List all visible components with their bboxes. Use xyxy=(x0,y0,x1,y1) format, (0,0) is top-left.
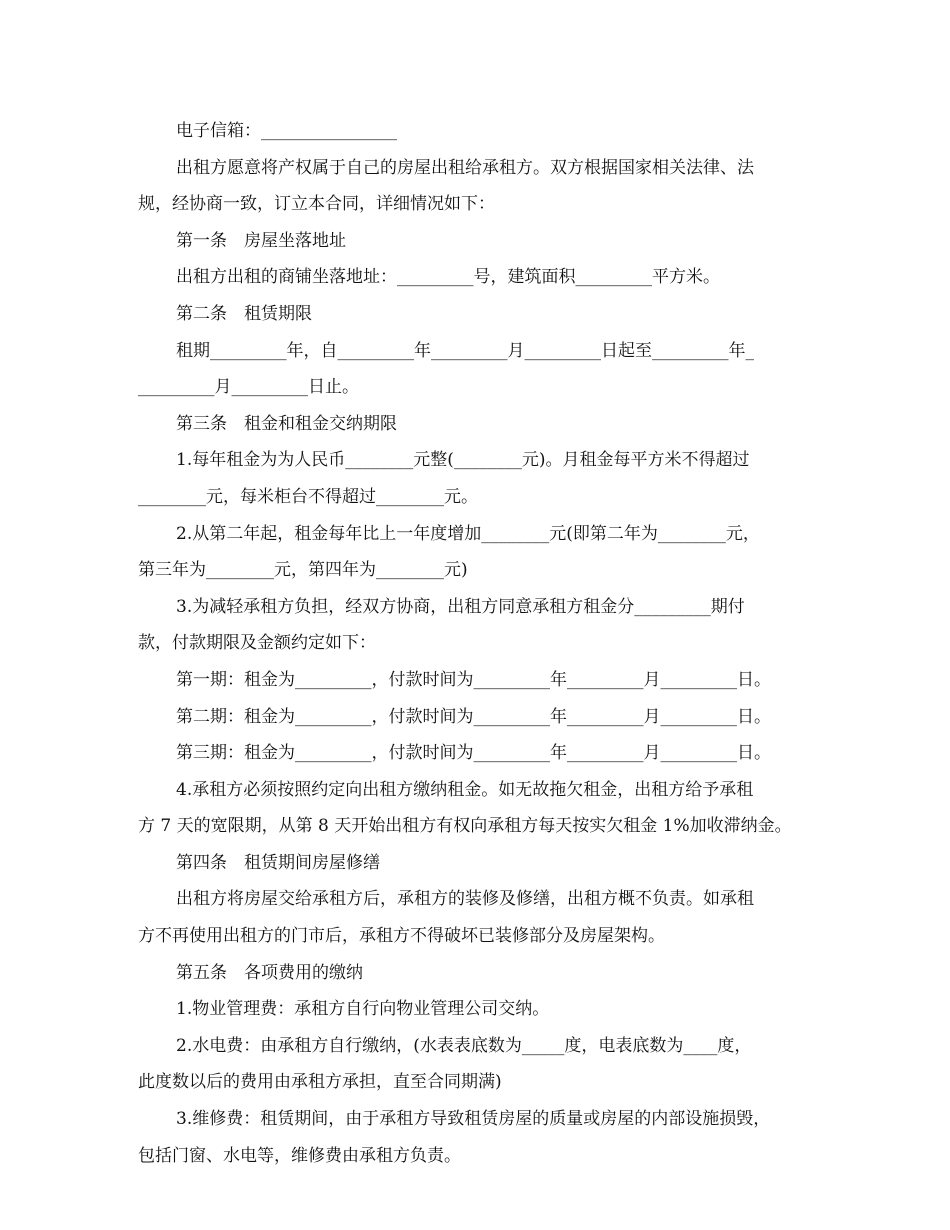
email-line: 电子信箱：________________ xyxy=(176,121,397,141)
payment-period-2: 第二期：租金为_________，付款时间为_________年_________月_________日。 xyxy=(176,706,771,727)
repair-clause-line: 出租方将房屋交给承租方后，承租方的装修及修缮，出租方概不负责。如承租 xyxy=(176,889,754,910)
intro-paragraph-line: 规，经协商一致，订立本合同，详细情况如下： xyxy=(138,194,495,215)
property-fee-line: 1.物业管理费：承租方自行向物业管理公司交纳。 xyxy=(176,999,550,1020)
payment-period-1: 第一期：租金为_________，付款时间为_________年_________月_________日。 xyxy=(176,669,771,690)
lease-term-line: 租期_________年，自_________年_________月_________日起至_________年_ xyxy=(176,340,754,361)
article-5-heading: 第五条 各项费用的缴纳 xyxy=(176,962,363,983)
installment-line: 款，付款期限及金额约定如下： xyxy=(138,633,376,654)
rent-increase-line: 第三年为________元，第四年为________元) xyxy=(138,560,468,581)
article-3-heading: 第三条 租金和租金交纳期限 xyxy=(176,413,397,434)
late-fee-line: 方 7 天的宽限期，从第 8 天开始出租方有权向承租方每天按实欠租金 1%加收滞纳金。 xyxy=(138,816,792,837)
maintenance-fee-line: 包括门窗、水电等，维修费由承租方负责。 xyxy=(138,1145,461,1166)
article-1-heading: 第一条 房屋坐落地址 xyxy=(176,230,346,251)
payment-period-3: 第三期：租金为_________，付款时间为_________年_________月_________日。 xyxy=(176,743,771,764)
intro-paragraph-line: 出租方愿意将产权属于自己的房屋出租给承租方。双方根据国家相关法律、法 xyxy=(176,157,754,178)
rent-increase-line: 2.从第二年起，租金每年比上一年度增加________元(即第二年为________元， xyxy=(176,523,760,544)
article-2-heading: 第二条 租赁期限 xyxy=(176,303,312,324)
repair-clause-line: 方不再使用出租方的门市后，承租方不得破坏已装修部分及房屋架构。 xyxy=(138,926,665,947)
utility-fee-line: 2.水电费：由承租方自行缴纳，(水表表底数为_____度，电表底数为____度， xyxy=(176,1035,752,1056)
installment-line: 3.为减轻承租方负担，经双方协商，出租方同意承租方租金分_________期付 xyxy=(176,596,745,617)
address-line: 出租方出租的商铺坐落地址：_________号，建筑面积_________平方米。 xyxy=(176,267,720,288)
maintenance-fee-line: 3.维修费：租赁期间，由于承租方导致租赁房屋的质量或房屋的内部设施损毁， xyxy=(176,1109,771,1130)
late-fee-line: 4.承租方必须按照约定向出租方缴纳租金。如无故拖欠租金，出租方给予承租 xyxy=(176,779,754,800)
rent-clause-line: ________元，每米柜台不得超过________元。 xyxy=(138,486,478,507)
rent-clause-line: 1.每年租金为为人民币________元整(________元)。月租金每平方米不得超过 xyxy=(176,450,750,471)
utility-fee-line: 此度数以后的费用由承租方承担，直至合同期满) xyxy=(138,1072,502,1093)
article-4-heading: 第四条 租赁期间房屋修缮 xyxy=(176,852,380,873)
lease-term-line: _________月_________日止。 xyxy=(138,377,359,398)
contract-body xyxy=(138,113,828,1174)
